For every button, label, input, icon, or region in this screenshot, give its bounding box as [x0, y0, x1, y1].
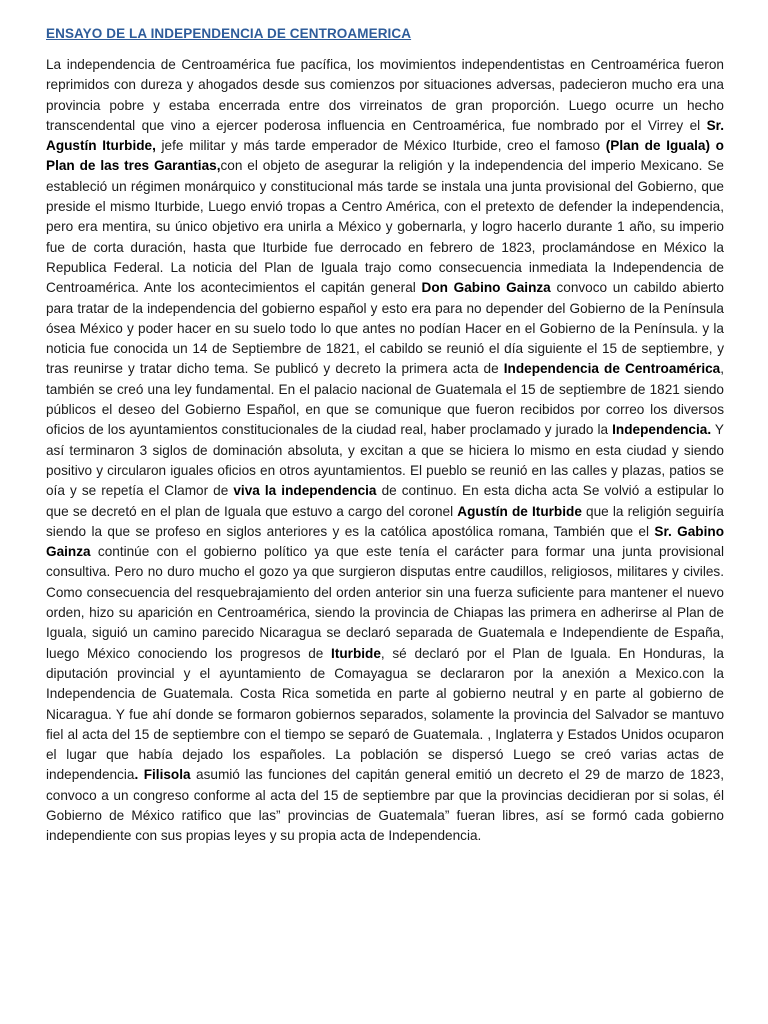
text-run: jefe militar y más tarde emperador de México Iturbide, creo el famoso [155, 138, 606, 154]
bold-phrase: Independencia de Centroamérica [503, 361, 721, 377]
text-run: asumió las funciones del capitán general emitió un decreto el 29 de marzo de 1823, convoco a un congreso conforme al acta del 15 de septiembre par que la provincias decidieran por si solas, él Gobierno de México ratifico que las” provincias de Guatemala” fueran libres, así se formó cada gobierno independiente con sus propias leyes y su propia acta de Independencia. [46, 767, 724, 844]
bold-phrase: Sr. Agustín Iturbide, [46, 117, 724, 154]
text-run: con el objeto de asegurar la religión y la independencia del imperio Mexicano. Se estableció un régimen monárquico y constitucional más tarde se instala una junta provisional del Gobierno, que preside el mismo Iturbide, Luego envió tropas a Centro América, con el pretexto de defender la independencia, pero era mentira, su único objetivo era unirla a México y gobernarla, y logro hacerlo durante 1 año, su imperio fue de corta duración, hasta que Iturbide fue derrocado en febrero de 1823, proclamándose en México la Republica Federal. La noticia del Plan de Iguala trajo como consecuencia inmediata la Independencia de Centroamérica. Ante los acontecimientos el capitán general [46, 158, 724, 296]
bold-phrase: Agustín de Iturbide [457, 503, 582, 519]
document-page [46, 26, 724, 847]
text-run: continúe con el gobierno político ya que este tenía el carácter para formar una junta provisional consultiva. Pero no duro mucho el gozo ya que surgieron disputas entre caudillos, religiosos, militares y civiles. Como consecuencia del resquebrajamiento del orden anterior sin una fuerza suficiente para mantener el nuevo orden, hizo su aparición en Centroamérica, siendo la provincia de Chiapas las primera en adherirse al Plan de Iguala, siguió un camino parecido Nicaragua se declaró separada de Guatemala e Independiente de España, luego México conociendo los progresos de [46, 544, 724, 661]
text-run: Y así terminaron 3 siglos de dominación absoluta, y excitan a que se hiciera lo mismo en esta ciudad y siendo positivo y circularon iguales oficios en otros ayuntamientos. El pueblo se reunió en las calles y plazas, patios se oía y se repetía el Clamor de [46, 422, 724, 499]
text-run: , también se creó una ley fundamental. En el palacio nacional de Guatemala el 15 de septiembre de 1821 siendo públicos el deseo del Gobierno Español, en que se comunique que fueron recibidos por correo los diversos oficios de los ayuntamientos constitucionales de la ciudad real, haber proclamado y jurado la [46, 361, 725, 438]
text-run: La independencia de Centroamérica fue pacífica, los movimientos independentistas en Centroamérica fueron reprimidos con dureza y ahogados desde sus comienzos por situaciones adversas, padecieron mucho era una provincia pobre y estaba encerrada entre dos virreinatos de gran proporción. Luego ocurre un hecho transcendental que vino a ejercer poderosa influencia en Centroamérica, fue nombrado por el Virrey el [46, 57, 724, 133]
bold-phrase: Don Gabino Gainza [421, 280, 551, 296]
text-run: , sé declaró por el Plan de Iguala. En Honduras, la diputación provincial y el ayuntamiento de Comayagua se declararon por la anexión a Mexico.con la Independencia de Guatemala. Costa Rica sometida en parte al gobierno neutral y en parte al gobierno de Nicaragua. Y fue ahí donde se formaron gobiernos separados, solamente la provincia del Salvador se mantuvo fiel al acta del 15 de septiembre con el tiempo se separó de Guatemala. , Inglaterra y Estados Unidos ocuparon el lugar que había dejado los españoles. La población se dispersó Luego se creó varias actas de independencia [46, 645, 724, 783]
text-run: de continuo. En esta dicha acta Se volvió a estipular lo que se decretó en el plan de Iguala que estuvo a cargo del coronel [46, 483, 724, 519]
text-run: convoco un cabildo abierto para tratar de la independencia del gobierno español y esto era para no depender del Gobierno de la Península ósea México y poder hacer en su suelo todo lo que antes no podían Hacer en el Gobierno de la Península. y la noticia fue conocida un 14 de Septiembre de 1821, el cabildo se reunió el día siguiente el 15 de septiembre, y tras reunirse y tratar dicho tema. Se publicó y decreto la primera acta de [46, 280, 724, 377]
bold-phrase: . Filisola [134, 767, 191, 783]
bold-phrase: (Plan de Iguala) o Plan de las tres Garantias, [46, 138, 724, 174]
document-title: ENSAYO DE LA INDEPENDENCIA DE CENTROAMERICA [46, 26, 412, 41]
bold-phrase: Independencia. [612, 422, 712, 438]
text-run: que la religión seguiría siendo la que se profeso en siglos anteriores y es la católica apostólica romana, También que el [46, 503, 724, 539]
bold-phrase: viva la independencia [233, 483, 377, 499]
essay-body [46, 55, 724, 847]
bold-phrase: Iturbide [331, 645, 381, 661]
bold-phrase: Sr. Gabino Gainza [46, 523, 724, 560]
